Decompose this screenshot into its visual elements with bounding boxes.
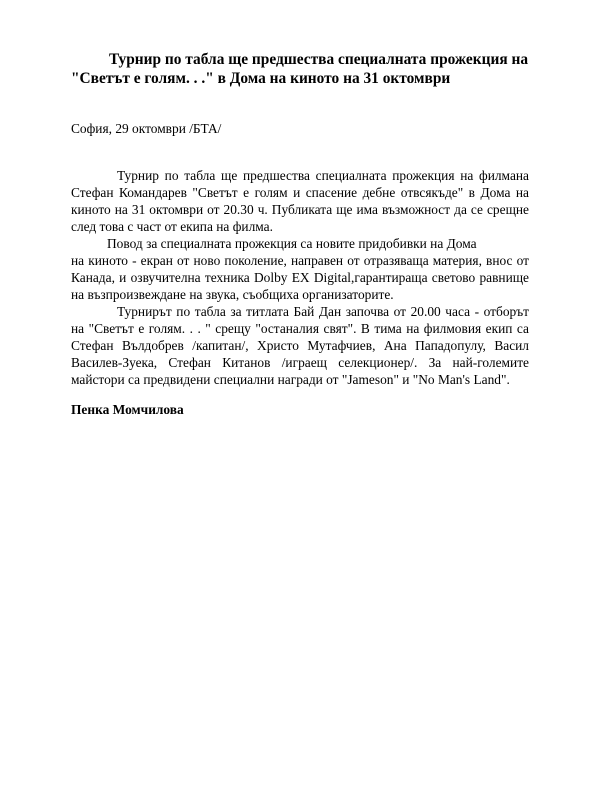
paragraph-3: Турнирът по табла за титлата Бай Дан започва от 20.00 часа - отборът на "Светът е голям. . . " срещу "останалия свят". В тима на филмовия екип са Стефан Вълдобрев /капитан/, Христо Мутафчиев, Ана Пападопулу, Васил Василев-Зуека, Стефан Китанов /играещ селекционер/. За най-големите майстори са предвидени специални награди от "Jameson" и "No Man's Land". bbox=[71, 304, 529, 387]
article-title: Турнир по табла ще предшества специалната прожекция на "Светът е голям. . ." в Дома на киното на 31 октомври bbox=[71, 51, 529, 87]
article-body bbox=[71, 167, 529, 388]
author-signature: Пенка Момчилова bbox=[71, 402, 184, 417]
paragraph-2-continuation: на киното - екран от ново поколение, направен от отразяваща материя, внос от Канада, и озвучителна техника Dolby EX Digital,гарантираща светово равнище на възпроизвеждане на звука, съобщиха организаторите. bbox=[71, 253, 529, 302]
paragraph-1: Турнир по табла ще предшества специалната прожекция на филмана Стефан Командарев "Светът е голям и спасение дебне отвсякъде" в Дома на киното на 31 октомври от 20.30 ч. Публиката ще има възможност да се срещне след това с част от екипа на филма. bbox=[71, 168, 529, 234]
paragraph-2-first-line: Повод за специалната прожекция са новите придобивки на Дома bbox=[107, 236, 477, 251]
dateline: София, 29 октомври /БТА/ bbox=[71, 121, 222, 136]
document-page bbox=[71, 0, 529, 800]
